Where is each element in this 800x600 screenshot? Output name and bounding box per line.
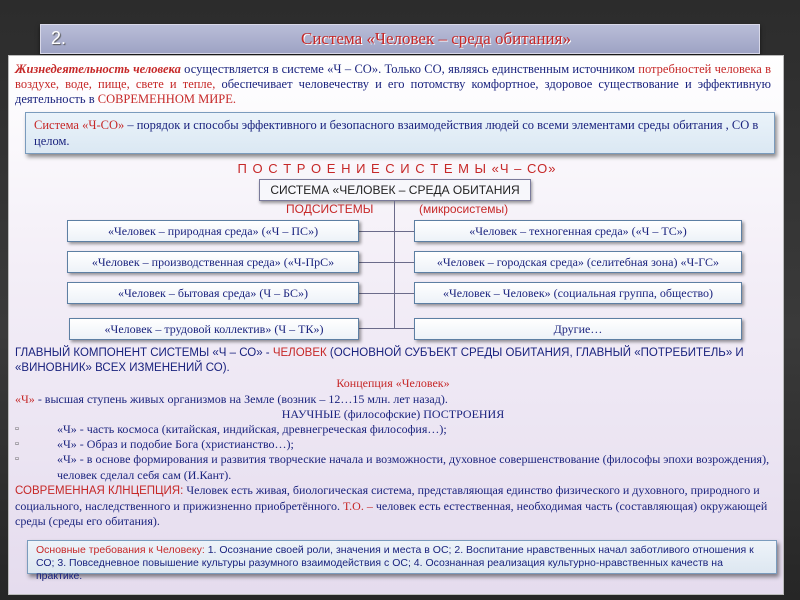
intro-term: Жизнедеятельность человека [15, 62, 181, 76]
intro-part1: осуществляется в системе «Ч – СО». Только СО, являясь единственным источником [180, 62, 639, 76]
definition-text: – порядок и способы эффективного и безопасного взаимодействия людей со всеми элементами среды обитания , СО в целом. [34, 118, 759, 148]
subsystem-urban: «Человек – городская среда» (селитебная зона) «Ч-ГС» [414, 251, 742, 273]
component-b: ЧЕЛОВЕК [272, 347, 327, 359]
subsystem-work-collective: «Человек – трудовой коллектив» (Ч – ТК») [69, 318, 359, 340]
subsystem-nature: «Человек – природная среда» («Ч – ПС») [67, 220, 359, 242]
subsystem-social: «Человек – Человек» (социальная группа, общество) [414, 282, 742, 304]
slide-number: 2. [51, 28, 67, 48]
main-component-line [15, 346, 771, 376]
to-text: человек есть естественная, необходимая часть (составляющая) окружающей среды (среды его обитания). [15, 499, 768, 529]
bullet-icon: ▫ [15, 453, 19, 466]
branch-line-3 [354, 293, 414, 294]
subsystem-other: Другие… [414, 318, 742, 340]
branch-line-1 [354, 231, 414, 232]
subsystem-industrial: «Человек – производственная среда» («Ч-ПрС» [67, 251, 359, 273]
requirements-text: 1. Осознание своей роли, значения и места в ОС; 2. Воспитание нравственных начал заботливого отношения к СО; 3. Повседневное повышение культуры разумного взаимодействия с ОС; 4. Осознанная реализация культурно-нравственных качеств на практике. [36, 544, 754, 582]
bullet-text-1: «Ч» - часть космоса (китайская, индийская, древнегреческая философия…); [57, 422, 447, 437]
branch-line-4 [354, 328, 414, 329]
intro-highlight1: потребностей человека в воздухе, воде, пище, свете и тепле, [15, 62, 772, 91]
microsystems-label: (микросистемы) [419, 202, 509, 216]
definition-box [25, 112, 775, 154]
intro-highlight2: СОВРЕМЕННОМ МИРЕ. [97, 92, 236, 106]
ch-mark: «Ч» [15, 391, 35, 406]
bullet-icon: ▫ [15, 423, 19, 436]
requirements-label: Основные требования к Человеку: [36, 544, 205, 556]
component-c: (ОСНОВНОЙ СУБЪЕКТ СРЕДЫ ОБИТАНИЯ, ГЛАВНЫЙ «ПОТРЕБИТЕЛЬ» И «ВИНОВНИК» ВСЕХ ИЗМЕНЕНИЙ СО). [15, 347, 744, 375]
ch-text: - высшая ступень живых организмов на Земле (возник – 12…15 млн. лет назад). [34, 391, 448, 406]
subsystem-household: «Человек – бытовая среда» (Ч – БС») [67, 282, 359, 304]
modern-concept [15, 483, 771, 530]
ch-definition [15, 392, 771, 407]
slide-title: Система «Человек – среда обитания» [301, 29, 571, 48]
component-a: ГЛАВНЫЙ КОМПОНЕНТ СИСТЕМЫ «Ч – СО» - [15, 347, 273, 359]
bullet-text-2: «Ч» - Образ и подобие Бога (христианство…); [57, 437, 294, 452]
modern-label: СОВРЕМЕННАЯ КЛНЦЕПЦИЯ: [15, 484, 184, 497]
to-label: Т.О. – [343, 499, 373, 514]
intro-paragraph [15, 62, 771, 107]
scientific-heading: НАУЧНЫЕ (философские) ПОСТРОЕНИЯ [281, 406, 505, 421]
list-item [15, 437, 771, 452]
definition-term: Система «Ч-СО» [34, 118, 125, 132]
requirements-box [27, 540, 777, 582]
list-item [15, 422, 771, 437]
structure-heading: П О С Т Р О Е Н И Е С И С Т Е М Ы «Ч – СО» [237, 161, 557, 176]
concept-title: Концепция «Человек» [336, 376, 450, 391]
bullet-text-3: «Ч» - в основе формирования и развития творческие начала и возможности, духовное совершенствование (философы эпохи возрождения), человек сделал себя сам (И.Кант). [57, 452, 770, 482]
slide-title-bar [40, 24, 760, 54]
tree-trunk-line [394, 201, 395, 329]
slide-content [8, 55, 784, 595]
system-box: СИСТЕМА «ЧЕЛОВЕК – СРЕДА ОБИТАНИЯ [259, 179, 531, 201]
modern-text: Человек есть живая, биологическая система, представляющая единство физического и духовного, природного и социального, наследственного и прижизненно приобретённого. [15, 482, 760, 514]
bullet-icon: ▫ [15, 438, 19, 451]
main-text-block [15, 346, 771, 529]
subsystem-technogenic: «Человек – техногенная среда» («Ч – ТС») [414, 220, 742, 242]
subsystems-label: ПОДСИСТЕМЫ [286, 202, 374, 216]
branch-line-2 [354, 262, 414, 263]
list-item [15, 452, 771, 482]
intro-part2: обеспечивает человечеству и его потомству комфортное, здоровое существование и эффективную деятельность в [15, 77, 771, 106]
